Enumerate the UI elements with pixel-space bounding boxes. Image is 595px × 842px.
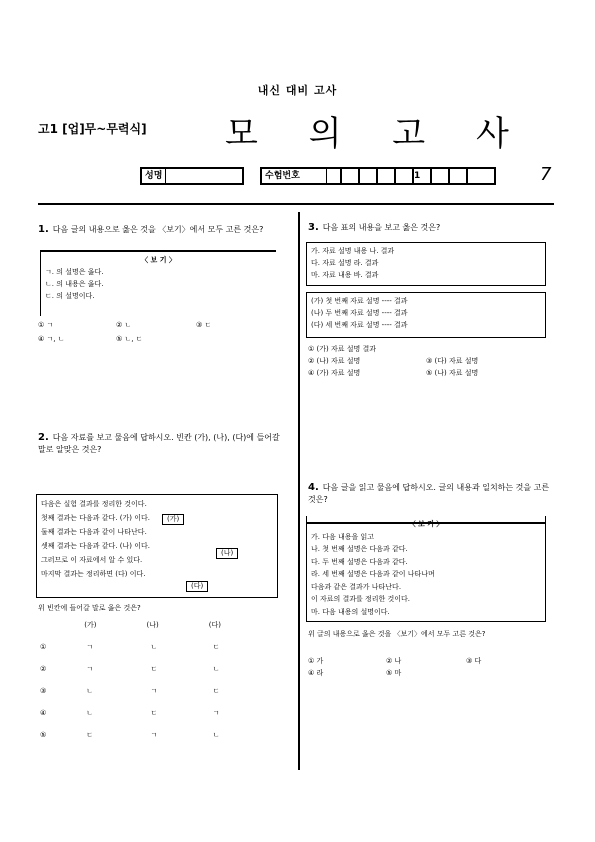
q3-box-2 (306, 292, 546, 338)
box-line: 가. 자료 설명 내용 나. 결과 (311, 247, 395, 255)
table-row[interactable]: ① ㄱ ㄴ ㄷ (40, 643, 220, 651)
passage-line: 첫째 결과는 다음과 같다. (가) 이다. (41, 514, 150, 522)
table-header-cell: (다) (208, 621, 221, 629)
box-title: 〈 보 기 〉 (408, 520, 444, 528)
question-text: 다음 글의 내용으로 옳은 것을 〈보기〉에서 모두 고른 것은? (52, 225, 264, 234)
question-2 (38, 432, 288, 456)
blank-mark: (가) (162, 514, 184, 525)
exam-subtitle: 내신 대비 고사 (257, 84, 338, 97)
question-number: 3. (308, 222, 319, 233)
blank-mark: (나) (216, 548, 238, 559)
passage-line: 그러므로 이 자료에서 알 수 있다. (41, 556, 143, 564)
option-4[interactable]: ④ 라 (308, 669, 324, 677)
page-title: 모 의 고 사 (225, 114, 529, 154)
option-2[interactable]: ② (나) 자료 설명 (308, 357, 361, 365)
option-1[interactable]: ① (가) 자료 설명 결과 (308, 345, 376, 353)
box-line: (가) 첫 번째 자료 설명 ---- 결과 (311, 297, 408, 305)
box-line: 다. 두 번째 설명은 다음과 같다. (311, 557, 408, 566)
q3-box-1 (306, 242, 546, 286)
box-line: 이 자료의 결과를 정리한 것이다. (311, 595, 411, 603)
box-line: (다) 세 번째 자료 설명 ---- 결과 (311, 321, 408, 329)
box-item: ㄷ. 의 설명이다. (45, 292, 95, 300)
question-1 (38, 224, 288, 236)
option-5[interactable]: ⑤ ㄴ, ㄷ (116, 335, 143, 343)
question-number: 2. (38, 432, 49, 443)
q4-choice-box (306, 516, 546, 622)
question-text: 다음 글을 읽고 물음에 답하시오. 글의 내용과 일치하는 것을 고른 것은? (308, 483, 550, 504)
option-3[interactable]: ③ 다 (466, 657, 482, 665)
option-4[interactable]: ④ ㄱ, ㄴ (38, 335, 65, 343)
option-3[interactable]: ③ (다) 자료 설명 (426, 357, 479, 365)
box-line: 다음과 같은 결과가 나타난다. (311, 582, 402, 591)
sub-question: 위 빈칸에 들어갈 말로 옳은 것은? (38, 604, 141, 612)
passage-line: 둘째 결과는 다음과 같이 나타난다. (41, 528, 147, 536)
box-line: 라. 세 번째 설명은 다음과 같이 나타나며 (311, 570, 435, 578)
table-header-cell: (나) (146, 621, 159, 629)
name-label: 성명 (142, 169, 166, 183)
passage-line: 셋째 결과는 다음과 같다. (나) 이다. (41, 542, 150, 550)
box-line: 가. 다음 내용을 읽고 (311, 532, 374, 541)
table-header-cell: (가) (84, 621, 97, 629)
page-number: 7 (540, 164, 552, 185)
question-text: 다음 자료를 보고 물음에 답하시오. 빈칸 (가), (나), (다)에 들어갈 말로 알맞은 것은? (38, 433, 280, 454)
header-rule (38, 203, 554, 205)
digit-divider (340, 169, 342, 183)
option-5[interactable]: ⑤ 마 (386, 669, 402, 677)
option-5[interactable]: ⑤ (나) 자료 설명 (426, 369, 479, 377)
option-4[interactable]: ④ (가) 자료 설명 (308, 369, 361, 377)
digit-divider (376, 169, 378, 183)
question-3 (308, 222, 558, 234)
question-4 (308, 482, 558, 506)
passage-line: 마지막 결과는 정리하면 (다) 이다. (41, 570, 146, 578)
box-line: (나) 두 번째 자료 설명 ---- 결과 (311, 309, 408, 317)
box-line: 마. 다음 내용의 설명이다. (311, 607, 390, 616)
digit-divider (448, 169, 450, 183)
table-row[interactable]: ③ ㄴ ㄱ ㄷ (40, 687, 220, 695)
option-3[interactable]: ③ ㄷ (196, 321, 212, 329)
table-row[interactable]: ④ ㄴ ㄷ ㄱ (40, 709, 220, 717)
option-1[interactable]: ① ㄱ (38, 321, 54, 329)
box-line: 나. 첫 번째 설명은 다음과 같다. (311, 545, 408, 553)
blank-mark: (다) (186, 581, 208, 592)
option-2[interactable]: ② 나 (386, 657, 402, 665)
digit-divider (466, 169, 468, 183)
question-number: 4. (308, 482, 319, 493)
exam-number-digit: 1 (414, 171, 421, 181)
passage-line: 다음은 실험 결과를 정리한 것이다. (41, 500, 147, 508)
grade-label: 고1 [업]무~무력식] (38, 122, 147, 136)
name-field[interactable] (140, 167, 244, 185)
digit-divider (430, 169, 432, 183)
answer-table (30, 614, 231, 746)
box-item: ㄱ. 의 설명은 옳다. (45, 268, 104, 276)
box-title: 〈 보 기 〉 (141, 256, 176, 264)
box-line: 마. 자료 내용 바. 결과 (311, 271, 379, 279)
table-header (30, 614, 231, 636)
q2-passage-box (36, 494, 278, 598)
exam-number-field[interactable] (260, 167, 496, 185)
sub-question: 위 글의 내용으로 옳은 것을 〈보기〉에서 모두 고른 것은? (308, 630, 486, 638)
option-2[interactable]: ② ㄴ (116, 321, 132, 329)
column-divider (298, 212, 300, 770)
digit-divider (358, 169, 360, 183)
exam-number-label: 수험번호 (262, 169, 327, 183)
box-line: 다. 자료 설명 라. 결과 (311, 259, 379, 267)
box-item: ㄴ. 의 내용은 옳다. (45, 280, 104, 288)
question-number: 1. (38, 224, 49, 235)
table-row[interactable]: ② ㄱ ㄷ ㄴ (40, 665, 220, 673)
digit-divider (394, 169, 396, 183)
question-text: 다음 표의 내용을 보고 옳은 것은? (322, 223, 441, 232)
table-row[interactable]: ⑤ ㄷ ㄱ ㄴ (40, 731, 220, 739)
box-top-rule (40, 250, 276, 252)
q1-choice-box (40, 252, 276, 316)
option-1[interactable]: ① 가 (308, 657, 324, 665)
